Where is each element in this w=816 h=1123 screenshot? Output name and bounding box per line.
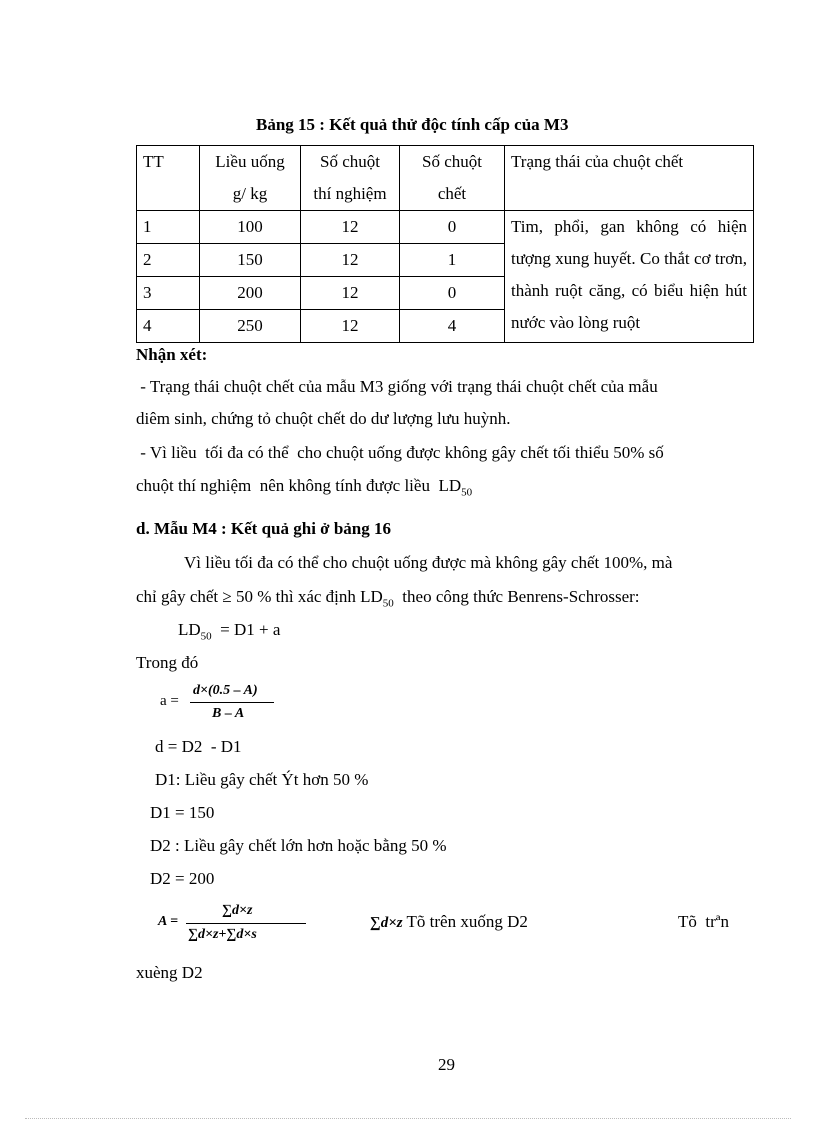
cell-dose: 200 — [200, 277, 301, 310]
section-d-paragraph-2: chỉ gây chết ≥ 50 % thì xác định $LD_{50}$ theo công thức Benrens-Schrosser: — [136, 587, 640, 610]
header-dose: Liều uống g/ kg — [200, 146, 301, 211]
cell-tt: 4 — [137, 310, 200, 343]
cell-dead: 4 — [400, 310, 505, 343]
cell-tt: 3 — [137, 277, 200, 310]
section-d-heading: d. Mẫu M4 : Kết quả ghi ở bảng 16 — [136, 519, 391, 538]
header-tt: TT — [137, 146, 200, 211]
xuong-text: xuèng D2 — [136, 963, 203, 982]
d-definition: d = D2 - D1 — [155, 737, 242, 756]
a-formula-denominator: B – A — [212, 706, 245, 721]
remarks-line-4: chuột thí nghiệm nên không tính được liều $LD_{50}$ — [136, 476, 473, 499]
ld50-formula: $LD_{50} = D1 + a$ — [178, 620, 281, 643]
A-formula-fraction-bar — [186, 923, 306, 924]
d1-value: D1 = 150 — [150, 803, 215, 822]
cell-dose: 250 — [200, 310, 301, 343]
cell-dose: 100 — [200, 211, 301, 244]
table-row — [137, 211, 754, 244]
a-formula-lhs: a = — [160, 693, 179, 709]
cell-dead: 0 — [400, 211, 505, 244]
remarks-line-2: diêm sinh, chứng tỏ chuột chết do dư lượng lưu huỳnh. — [136, 409, 511, 428]
a-formula-fraction-bar — [190, 702, 274, 703]
d2-definition: D2 : Liều gây chết lớn hơn hoặc bằng 50 % — [150, 836, 447, 855]
cell-dead: 0 — [400, 277, 505, 310]
table-header-row — [137, 146, 754, 211]
cell-tt: 1 — [137, 211, 200, 244]
cell-dose: 150 — [200, 244, 301, 277]
cell-state: Tim, phổi, gan không có hiện tượng xung huyết. Co thắt cơ trơn, thành ruột căng, có biểu hiện hút nước vào lòng ruột — [505, 211, 754, 343]
header-mice: Số chuột thí nghiệm — [301, 146, 400, 211]
cell-mice: 12 — [301, 211, 400, 244]
A-formula-denominator: ∑d×z+∑d×s — [188, 927, 257, 942]
sum-description: ∑d×z Tõ trên xuống D2 — [370, 912, 528, 931]
to-tren-text: Tõ trªn — [678, 912, 729, 931]
cell-tt: 2 — [137, 244, 200, 277]
A-formula-numerator: ∑d×z — [222, 903, 253, 918]
table-title: Bảng 15 : Kết quả thử độc tính cấp của M3 — [256, 115, 569, 134]
remarks-heading: Nhận xét: — [136, 345, 208, 364]
trong-do-label: Trong đó — [136, 653, 199, 672]
remarks-line-3: - Vì liều tối đa có thể cho chuột uống được không gây chết tối thiểu 50% số — [136, 443, 664, 462]
A-formula-lhs: A = — [158, 914, 179, 929]
page-number: 29 — [438, 1055, 455, 1074]
header-dead: Số chuột chết — [400, 146, 505, 211]
section-d-paragraph-1: Vì liều tối đa có thể cho chuột uống được mà không gây chết 100%, mà — [184, 553, 673, 572]
d1-definition: D1: Liều gây chết Ýt hơn 50 % — [155, 770, 369, 789]
cell-dead: 1 — [400, 244, 505, 277]
cell-mice: 12 — [301, 310, 400, 343]
header-state: Trạng thái của chuột chết — [505, 146, 754, 211]
remarks-line-1: - Trạng thái chuột chết của mẫu M3 giống với trạng thái chuột chết của mẫu — [136, 377, 658, 396]
d2-value: D2 = 200 — [150, 869, 215, 888]
toxicity-table — [136, 145, 754, 343]
a-formula-numerator: d×(0.5 – A) — [193, 683, 258, 698]
cell-mice: 12 — [301, 277, 400, 310]
page-bottom-divider — [25, 1118, 791, 1119]
cell-mice: 12 — [301, 244, 400, 277]
